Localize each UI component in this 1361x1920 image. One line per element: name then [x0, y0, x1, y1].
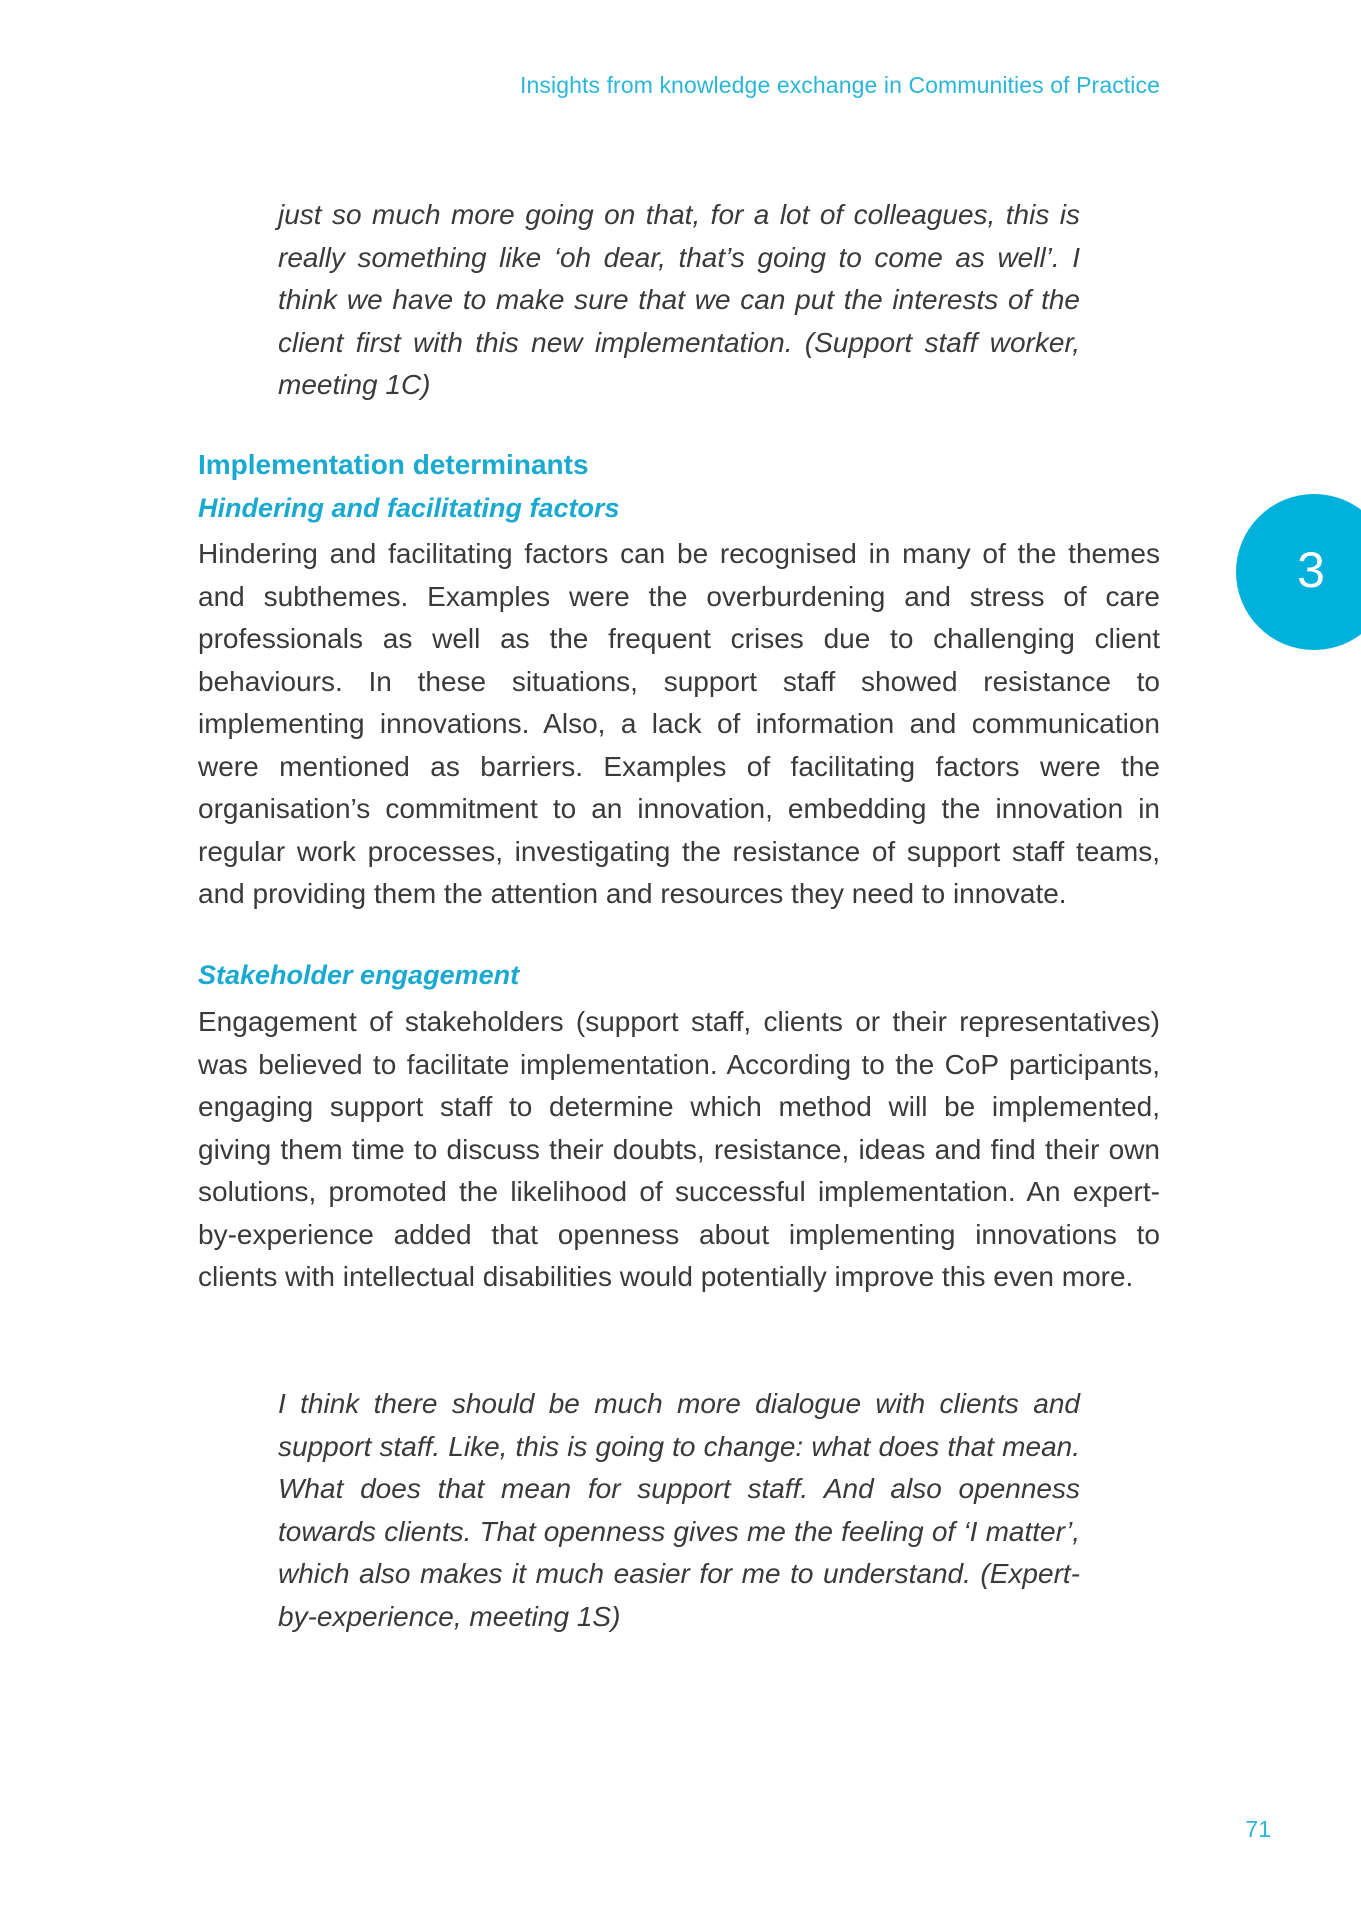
subsection-heading-engagement: Stakeholder engagement [198, 960, 520, 990]
running-header: Insights from knowledge exchange in Communities of Practice [520, 72, 1160, 98]
block-quote-expert: I think there should be much more dialogue with clients and support staff. Like, this is going to change: what does that mean. What does that mean for support staff. And also openness towards clients. That openness gives me the feeling of ‘I matter’, which also makes it much easier for me to understand. (Expert-by-experience, meeting 1S) [278, 1388, 1080, 1632]
body-paragraph-engagement: Engagement of stakeholders (support staff, clients or their representatives) was believed to facilitate implementation. According to the CoP participants, engaging support staff to determine which method will be implemented, giving them time to discuss their doubts, resistance, ideas and find their own solutions, promoted the likelihood of successful implementation. An expert-by-experience added that openness about implementing innovations to clients with intellectual disabilities would potentially improve this even more. [198, 1006, 1160, 1292]
section-heading: Implementation determinants [198, 449, 589, 480]
subsection-heading-factors: Hindering and facilitating factors [198, 493, 620, 523]
chapter-number: 3 [1297, 542, 1325, 598]
body-paragraph-factors: Hindering and facilitating factors can be recognised in many of the themes and subthemes. Examples were the overburdening and stress of care professionals as well as the frequent crises due to challenging client behaviours. In these situations, support staff showed resistance to implementing innovations. Also, a lack of information and communication were mentioned as barriers. Examples of facilitating factors were the organisation’s commitment to an innovation, embedding the innovation in regular work processes, investigating the resistance of support staff teams, and providing them the attention and resources they need to innovate. [198, 538, 1160, 909]
block-quote-support-staff: just so much more going on that, for a lot of colleagues, this is really something like ‘oh dear, that’s going to come as well’. I think we have to make sure that we can put the interests of the client first with this new implementation. (Support staff worker, meeting 1C) [278, 199, 1080, 400]
page-number: 71 [1245, 1816, 1271, 1842]
chapter-tab [1236, 494, 1361, 650]
